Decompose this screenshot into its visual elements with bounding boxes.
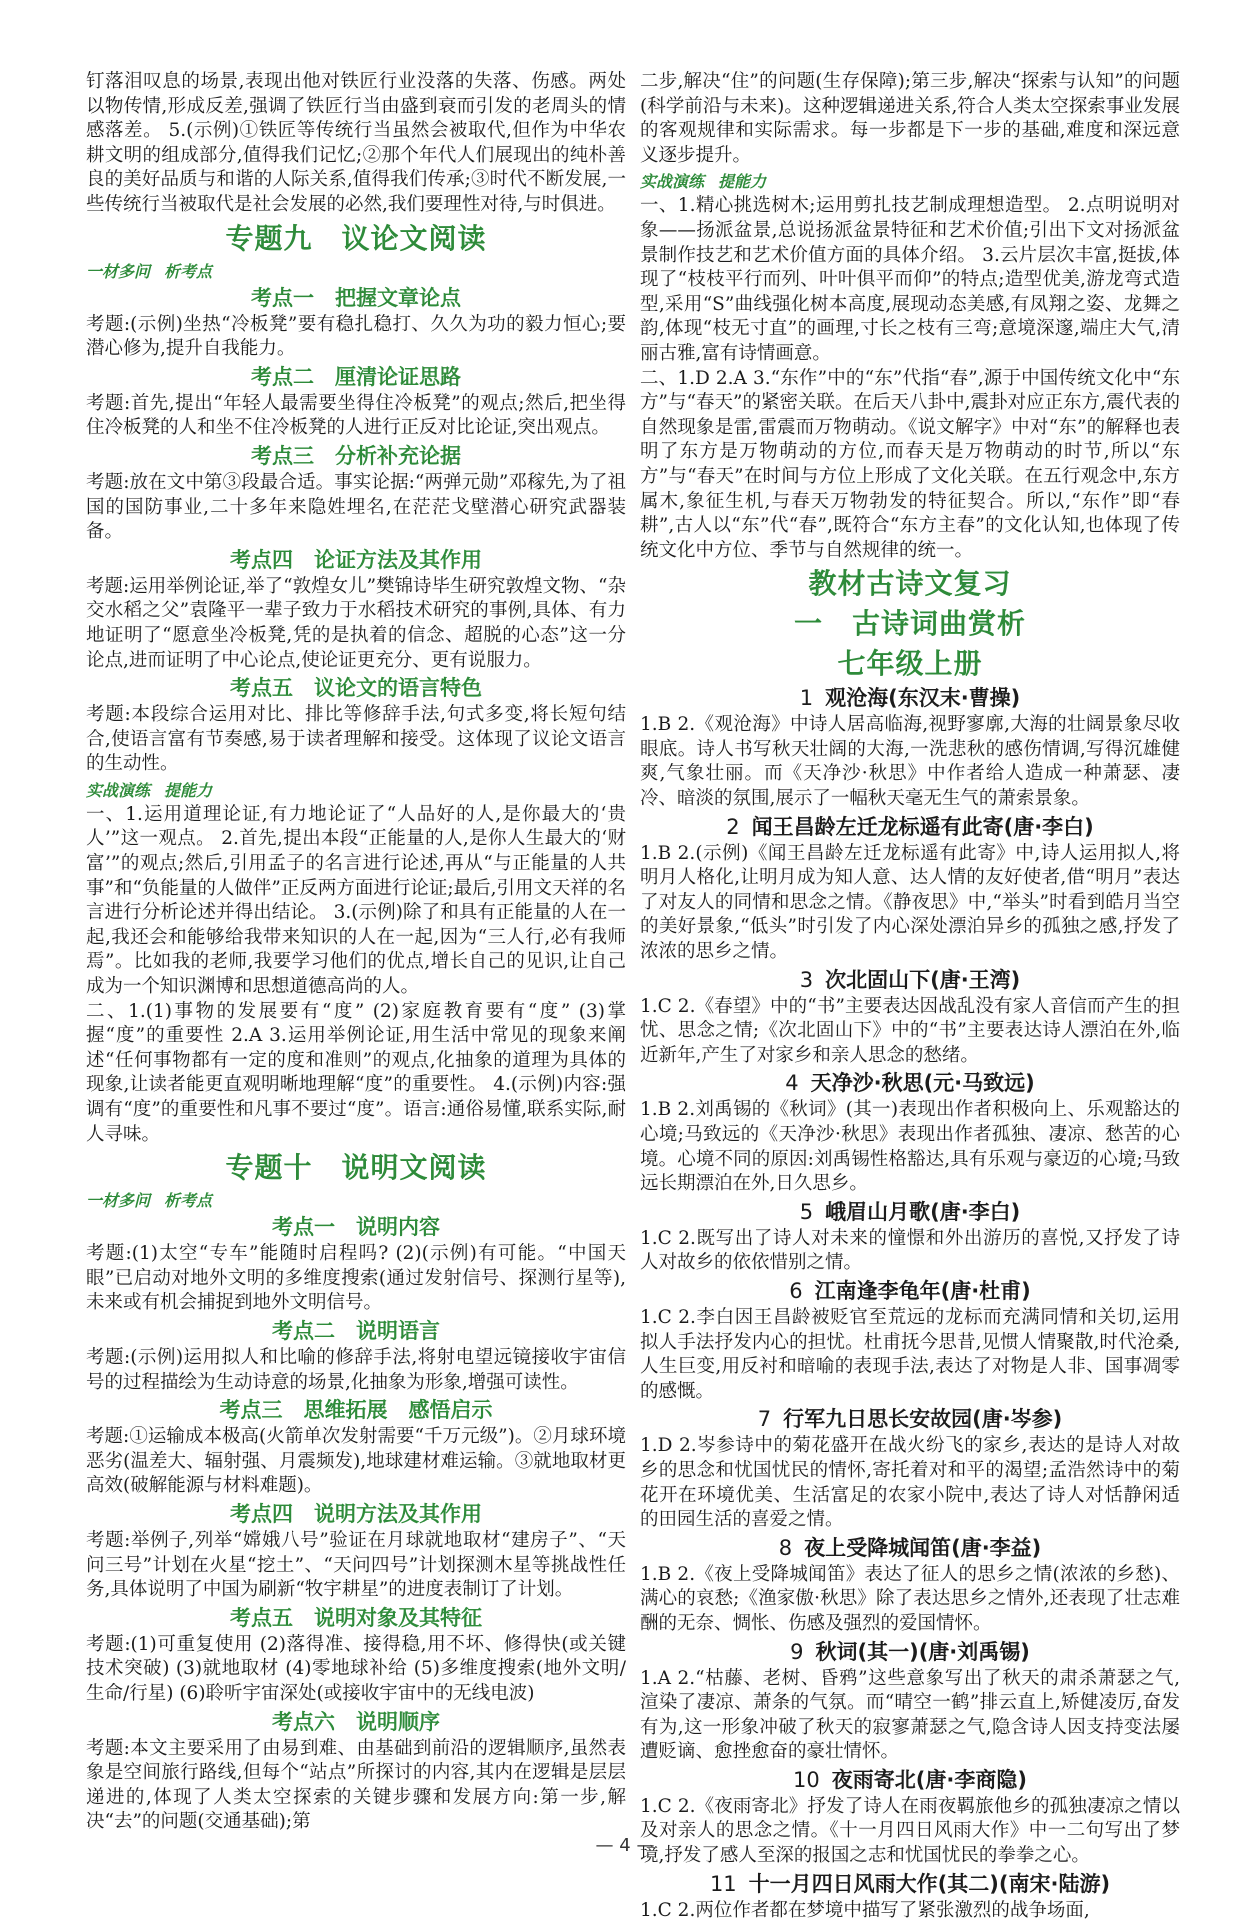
poem-heading — [640, 967, 1180, 994]
poem-answer: 1.B 2.(示例)《闻王昌龄左迁龙标遥有此寄》中,诗人运用拟人,将明月人格化,让明月成为知人意、达人情的友好使者,借“明月”表达了对友人的同情和思念之情。《静夜思》中,“举头”时看到皓月当空的美好景象,“低头”时引发了内心深处漂泊异乡的孤独之感,抒发了浓浓的思乡之情。 — [640, 842, 1180, 963]
answer: 考题:(1)太空“专车”能随时启程吗? (2)(示例)有可能。“中国天眼”已启动对地外文明的多维度搜索(通过发射信号、探测行星等),未来或有机会捕捉到地外文明信号。 — [86, 1243, 626, 1314]
kaodian-heading: 考点二 厘清论证思路 — [251, 364, 461, 389]
poem-answer: 1.C 2.既写出了诗人对未来的憧憬和外出游历的喜悦,又抒发了诗人对故乡的依依惜别之情。 — [640, 1227, 1180, 1274]
tag-label — [86, 261, 626, 283]
tag-text: 一材多问 — [86, 261, 151, 281]
answer: 考题:举例子,列举“嫦娥八号”验证在月球就地取材“建房子”、“天问三号”计划在火星“挖土”、“天问四号”计划探测木星等挑战性任务,具体说明了中国为刷新“牧宇耕星”的进度表制订了计划。 — [86, 1529, 626, 1601]
kaodian-heading: 考点四 说明方法及其作用 — [230, 1501, 482, 1526]
kaodian-heading: 考点三 分析补充论据 — [251, 443, 461, 468]
paragraph: 二、1.D 2.A 3.“东作”中的“东”代指“春”,源于中国传统文化中“东方”与“春天”的紧密关联。在后天八卦中,震卦对应正东方,震代表的自然现象是雷,雷震而万物萌动。《说文解字》中对“东”的解释也表明了东方是万物萌动的方位,而春天是万物萌动的时节,所以“东方”与“春天”在时间与方位上形成了文化关联。在五行观念中,东方属木,象征生机,与春天万物勃发的特征契合。所以,“东作”即“春耕”,古人以“东”代“春”,既符合“东方主春”的文化认知,也体现了传统文化中方位、季节与自然规律的统一。 — [640, 367, 1180, 561]
tag-text: 实战演练 — [86, 780, 151, 800]
poem-title: 峨眉山月歌(唐·李白) — [825, 1199, 1021, 1224]
poem-heading — [640, 1639, 1180, 1666]
poem-number: 11 — [709, 1871, 737, 1896]
kaodian-heading: 考点三 思维拓展 感悟启示 — [219, 1398, 493, 1423]
tag-text: 实战演练 — [640, 172, 705, 192]
poem-answer: 1.A 2.“枯藤、老树、昏鸦”这些意象写出了秋天的肃杀萧瑟之气,渲染了凄凉、萧条的气氛。而“晴空一鹤”排云直上,矫健凌厉,奋发有为,这一形象冲破了秋天的寂寥萧瑟之气,隐含诗人因支持变法屡遭贬谪、愈挫愈奋的豪壮情怀。 — [640, 1667, 1180, 1763]
poem-heading — [640, 1070, 1180, 1097]
tag-text: 提能力 — [718, 172, 767, 192]
right-column — [640, 70, 1180, 1923]
kaodian-heading: 考点五 议论文的语言特色 — [230, 676, 482, 701]
answer: 考题:本文主要采用了由易到难、由基础到前沿的逻辑顺序,虽然表象是空间旅行路线,但每个“站点”所探讨的内容,其内在逻辑是层层递进的,体现了人类太空探索的关键步骤和发展方向:第一步,解决“去”的问题(交通基础);第 — [86, 1737, 626, 1833]
poem-answer: 1.B 2.《夜上受降城闻笛》表达了征人的思乡之情(浓浓的乡愁)、满心的哀愁;《渔家傲·秋思》除了表达思乡之情外,还表现了壮志难酬的无奈、惆怅、伤感及强烈的爱国情怀。 — [640, 1563, 1180, 1634]
poem-answer: 1.C 2.《夜雨寄北》抒发了诗人在雨夜羁旅他乡的孤独凄凉之情以及对亲人的思念之情。《十一月四日风雨大作》中一二句写出了梦境,抒发了感人至深的报国之志和忧国忧民的拳拳之心。 — [640, 1795, 1180, 1867]
poem-heading — [640, 1767, 1180, 1794]
poem-heading — [640, 1199, 1180, 1226]
poem-title: 观沧海(东汉末·曹操) — [825, 686, 1021, 711]
tag-text: 一材多问 — [86, 1191, 151, 1211]
left-column — [86, 70, 626, 1835]
answer: 考题:①运输成本极高(火箭单次发射需要“千万元级”)。②月球环境恶劣(温差大、辐射强、月震频发),地球建材难运输。③就地取材更高效(破解能源与材料难题)。 — [86, 1426, 626, 1497]
answer: 考题:运用举例论证,举了“敦煌女儿”樊锦诗毕生研究敦煌文物、“杂交水稻之父”袁隆平一辈子致力于水稻技术研究的事例,具体、有力地证明了“愿意坐冷板凳,凭的是执着的信念、超脱的心态”这一分论点,进而证明了中心论点,使论证更充分、更有说服力。 — [86, 575, 626, 671]
poem-number: 8 — [778, 1535, 793, 1560]
section-subtitle: 一 古诗词曲赏析 — [793, 607, 1026, 641]
tag-text: 提能力 — [164, 780, 213, 800]
paragraph: 二步,解决“住”的问题(生存保障);第三步,解决“探索与认知”的问题(科学前沿与未来)。这种逻辑递进关系,符合人类太空探索事业发展的客观规律和实际需求。每一步都是下一步的基础,难度和深远意义逐步提升。 — [640, 71, 1180, 166]
answer: 考题:(1)可重复使用 (2)落得准、接得稳,用不坏、修得快(或关键技术突破) (3)就地取材 (4)零地球补给 (5)多维度搜索(地外文明/生命/行星) (6)聆听宇宙深处(或接收宇宙中的无线电波) — [86, 1633, 626, 1704]
poem-title: 次北固山下(唐·王湾) — [825, 967, 1021, 992]
poem-heading — [640, 1406, 1180, 1433]
paragraph: 二、1.(1)事物的发展要有“度” (2)家庭教育要有“度” (3)掌握“度”的重要性 2.A 3.运用举例论证,用生活中常见的现象来阐述“任何事物都有一定的度和准则”的观点,化抽象的道理为具体的现象,让读者能更直观明晰地理解“度”的重要性。 4.(示例)内容:强调有“度”的重要性和凡事不要过“度”。语言:通俗易懂,联系实际,耐人寻味。 — [86, 1000, 626, 1145]
poem-answer: 1.C 2.《春望》中的“书”主要表达因战乱没有家人音信而产生的担忧、思念之情;《次北固山下》中的“书”主要表达诗人漂泊在外,临近新年,产生了对家乡和亲人思念的愁绪。 — [640, 995, 1180, 1066]
tag-text: 析考点 — [164, 1191, 213, 1211]
poem-title: 夜雨寄北(唐·李商隐) — [831, 1767, 1027, 1792]
poem-answer: 1.C 2.李白因王昌龄被贬官至荒远的龙标而充满同情和关切,运用拟人手法抒发内心的担忧。杜甫抚今思昔,见惯人情聚散,时代沧桑,人生巨变,用反衬和暗喻的表现手法,表达了对物是人非、国事凋零的感慨。 — [640, 1306, 1180, 1402]
kaodian-heading: 考点四 论证方法及其作用 — [230, 547, 482, 572]
tag-text: 析考点 — [164, 261, 213, 281]
poem-heading — [640, 1871, 1180, 1898]
kaodian-heading: 考点二 说明语言 — [272, 1318, 440, 1343]
section-title: 专题九 议论文阅读 — [225, 221, 487, 255]
paragraph: 一、1.精心挑选树木;运用剪扎技艺制成理想造型。 2.点明说明对象——扬派盆景,总说扬派盆景特征和艺术价值;引出下文对扬派盆景制作技艺和艺术价值方面的具体介绍。 3.云片层次丰富,挺拔,体现了“枝枝平行而列、叶叶俱平而仰”的特点;造型优美,游龙弯式造型,采用“S”曲线强化树本高度,展现动态美感,有凤翔之姿、龙舞之韵,体现“枝无寸直”的画理,寸长之枝有三弯;意境深邃,端庄大气,清丽古雅,富有诗情画意。 — [640, 195, 1180, 364]
section-title: 教材古诗文复习 — [808, 567, 1012, 601]
answer: 考题:(示例)坐热“冷板凳”要有稳扎稳打、久久为功的毅力恒心;要潜心修为,提升自我能力。 — [86, 313, 626, 360]
paragraph: 钉落泪叹息的场景,表现出他对铁匠行业没落的失落、伤感。两处以物传情,形成反差,强调了铁匠行当由盛到衰而引发的老周头的情感落差。 5.(示例)①铁匠等传统行当虽然会被取代,但作为中华农耕文明的组成部分,值得我们记忆;②那个年代人们展现出的纯朴善良的美好品质与和谐的人际关系,值得我们传承;③时代不断发展,一些传统行当被取代是社会发展的必然,我们要理性对待,与时俱进。 — [86, 71, 626, 215]
poem-title: 闻王昌龄左迁龙标遥有此寄(唐·李白) — [751, 814, 1094, 839]
poem-title: 江南逢李龟年(唐·杜甫) — [814, 1278, 1031, 1303]
poem-title: 秋词(其一)(唐·刘禹锡) — [815, 1639, 1030, 1664]
tag-label — [640, 171, 1180, 193]
poem-title: 十一月四日风雨大作(其二)(南宋·陆游) — [748, 1871, 1111, 1896]
answer: 考题:(示例)运用拟人和比喻的修辞手法,将射电望远镜接收宇宙信号的过程描绘为生动诗意的场景,化抽象为形象,增强可读性。 — [86, 1346, 626, 1393]
section-title: 专题十 说明文阅读 — [225, 1151, 487, 1185]
paragraph: 一、1.运用道理论证,有力地论证了“人品好的人,是你最大的‘贵人’”这一观点。 2.首先,提出本段“正能量的人,是你人生最大的‘财富’”的观点;然后,引用孟子的名言进行论述,再从“与正能量的人共事”和“负能量的人做伴”正反两方面进行论证;最后,引用文天祥的名言进行分析论述并得出结论。 3.(示例)除了和具有正能量的人在一起,我还会和能够给我带来知识的人在一起,因为“三人行,必有我师焉”。比如我的老师,我要学习他们的优点,增长自己的见识,让自己成为一个知识渊博和思想道德高尚的人。 — [86, 803, 626, 998]
poem-number: 5 — [799, 1199, 814, 1224]
kaodian-heading: 考点六 说明顺序 — [272, 1709, 440, 1734]
kaodian-heading: 考点五 说明对象及其特征 — [230, 1605, 482, 1630]
poem-heading — [640, 814, 1180, 841]
poem-number: 10 — [793, 1767, 820, 1792]
tag-label — [86, 1190, 626, 1212]
page-number: — 4 — — [595, 1835, 655, 1856]
answer: 考题:本段综合运用对比、排比等修辞手法,句式多变,将长短句结合,使语言富有节奏感,易于读者理解和接受。这体现了议论文语言的生动性。 — [86, 704, 626, 775]
answer: 考题:放在文中第③段最合适。事实论据:“两弹元勋”邓稼先,为了祖国的国防事业,二十多年来隐姓埋名,在茫茫戈壁潜心研究武器装备。 — [86, 471, 626, 543]
poem-number: 4 — [785, 1071, 799, 1096]
poem-answer: 1.B 2.《观沧海》中诗人居高临海,视野寥廓,大海的壮阔景象尽收眼底。诗人书写秋天壮阔的大海,一洗悲秋的感伤情调,写得沉雄健爽,气象壮丽。而《天净沙·秋思》中作者给人造成一种萧瑟、凄冷、暗淡的氛围,展示了一幅秋天毫无生气的萧索景象。 — [640, 714, 1180, 810]
poem-title: 行军九日思长安故园(唐·岑参) — [783, 1407, 1063, 1432]
poem-answer: 1.D 2.岑参诗中的菊花盛开在战火纷飞的家乡,表达的是诗人对故乡的思念和忧国忧民的情怀,寄托着对和平的渴望;孟浩然诗中的菊花开在环境优美、生活富足的农家小院中,表达了诗人对恬静闲适的田园生活的喜爱之情。 — [640, 1435, 1180, 1531]
grade-title: 七年级上册 — [837, 647, 983, 681]
poem-answer: 1.B 2.刘禹锡的《秋词》(其一)表现出作者积极向上、乐观豁达的心境;马致远的《天净沙·秋思》表现出作者孤独、凄凉、愁苦的心境。心境不同的原因:刘禹锡性格豁达,具有乐观与豪迈的心境;马致远长期漂泊在外,日久思乡。 — [640, 1099, 1180, 1195]
poem-heading — [640, 1278, 1180, 1305]
poem-answer: 1.C 2.两位作者都在梦境中描写了紧张激烈的战争场面, — [640, 1899, 1090, 1921]
poem-title: 夜上受降城闻笛(唐·李益) — [804, 1535, 1042, 1560]
poem-title: 天净沙·秋思(元·马致远) — [810, 1071, 1035, 1096]
kaodian-heading: 考点一 把握文章论点 — [251, 285, 461, 310]
poem-list — [640, 685, 1180, 1923]
answer: 考题:首先,提出“年轻人最需要坐得住冷板凳”的观点;然后,把坐得住冷板凳的人和坐不住冷板凳的人进行正反对比论证,突出观点。 — [86, 392, 626, 439]
kaodian-heading: 考点一 说明内容 — [272, 1215, 440, 1240]
poem-number: 9 — [790, 1639, 804, 1664]
poem-number: 6 — [789, 1278, 803, 1303]
poem-heading — [640, 685, 1180, 712]
poem-number: 2 — [726, 814, 740, 839]
poem-number: 3 — [799, 967, 814, 992]
poem-number: 1 — [799, 686, 814, 711]
tag-label — [86, 780, 626, 802]
poem-heading — [640, 1535, 1180, 1562]
poem-number: 7 — [757, 1407, 772, 1432]
